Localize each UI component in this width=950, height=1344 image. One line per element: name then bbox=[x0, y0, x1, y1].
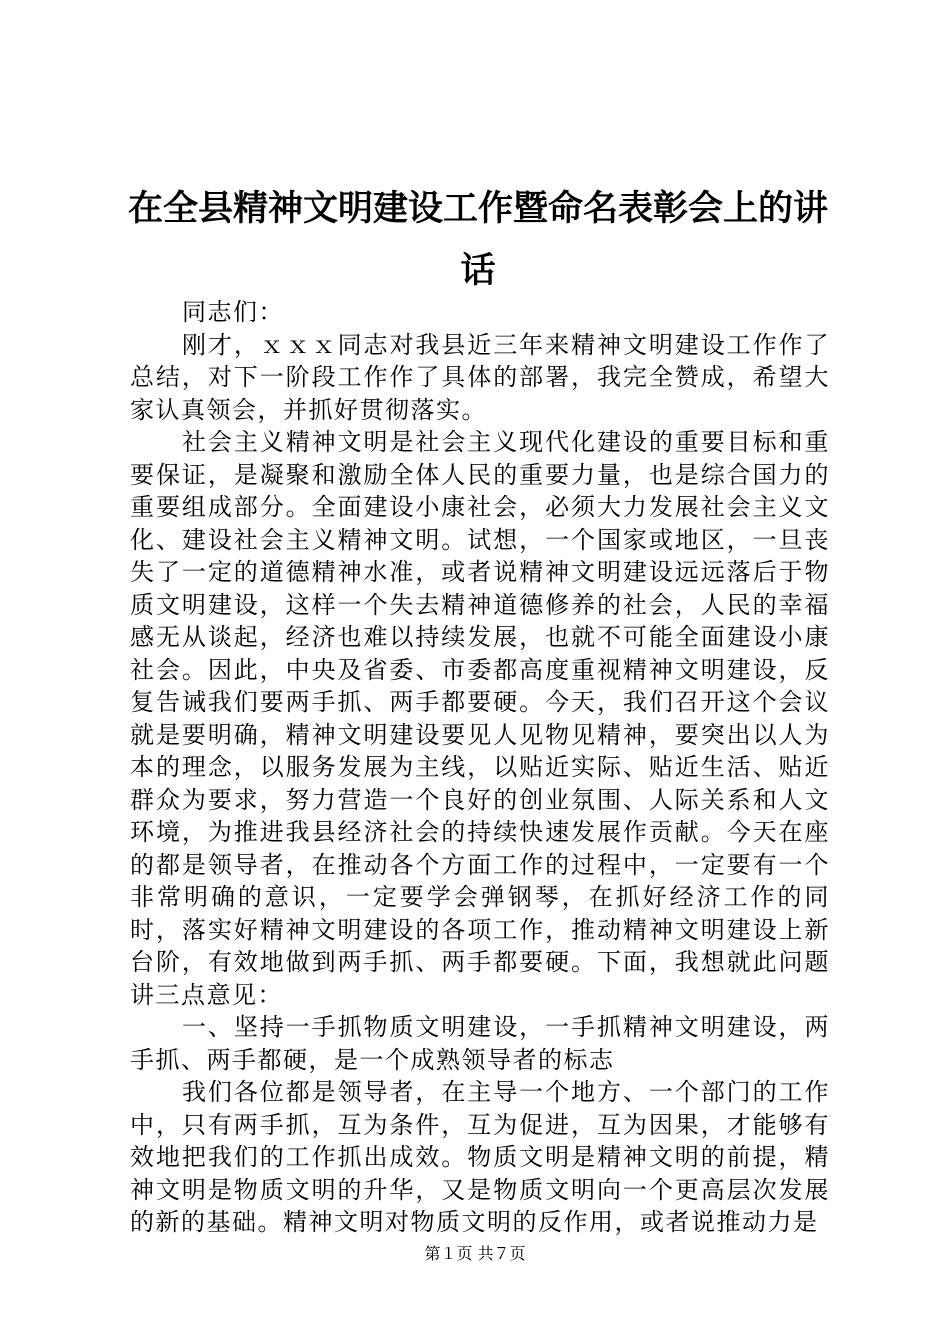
paragraph-section-1: 我们各位都是领导者，在主导一个地方、一个部门的工作中，只有两手抓，互为条件，互为促进，互为因果，才能够有效地把我们的工作抓出成效。物质文明是精神文明的前提，精神文明是物质文明的升华，又是物质文明向一个更高层次发展的新的基础。精神文明对物质文明的反作用，或者说推动力是 bbox=[130, 1078, 830, 1236]
salutation: 同志们： bbox=[182, 298, 284, 326]
document-body bbox=[130, 296, 830, 1239]
paragraph-significance: 社会主义精神文明是社会主义现代化建设的重要目标和重要保证，是凝聚和激励全体人民的重要力量，也是综合国力的重要组成部分。全面建设小康社会，必须大力发展社会主义文化、建设社会主义精神文明。试想，一个国家或地区，一旦丧失了一定的道德精神水准，或者说精神文明建设远远落后于物质文明建设，这样一个失去精神道德修养的社会，人民的幸福感无从谈起，经济也难以持续发展，也就不可能全面建设小康社会。因此，中央及省委、市委都高度重视精神文明建设，反复告诫我们要两手抓、两手都要硬。今天，我们召开这个会议就是要明确，精神文明建设要见人见物见精神，要突出以人为本的理念，以服务发展为主线，以贴近实际、贴近生活、贴近群众为要求，努力营造一个良好的创业氛围、人际关系和人文环境，为推进我县经济社会的持续快速发展作贡献。今天在座的都是领导者，在推动各个方面工作的过程中，一定要有一个非常明确的意识，一定要学会弹钢琴，在抓好经济工作的同时，落实好精神文明建设的各项工作，推动精神文明建设上新台阶，有效地做到两手抓、两手都要硬。下面，我想就此问题讲三点意见： bbox=[130, 428, 830, 1009]
page-number: 第１页 共７页 bbox=[424, 1244, 526, 1263]
paragraph-intro: 刚才，ｘｘｘ同志对我县近三年来精神文明建设工作作了总结，对下一阶段工作作了具体的部署，我完全赞成，希望大家认真领会，并抓好贯彻落实。 bbox=[130, 330, 830, 424]
section-heading-1: 一、坚持一手抓物质文明建设，一手抓精神文明建设，两手抓、两手都硬，是一个成熟领导者的标志 bbox=[130, 1013, 830, 1074]
page-footer bbox=[0, 1243, 950, 1265]
document-title: 在全县精神文明建设工作暨命名表彰会上的讲话 bbox=[128, 188, 829, 291]
